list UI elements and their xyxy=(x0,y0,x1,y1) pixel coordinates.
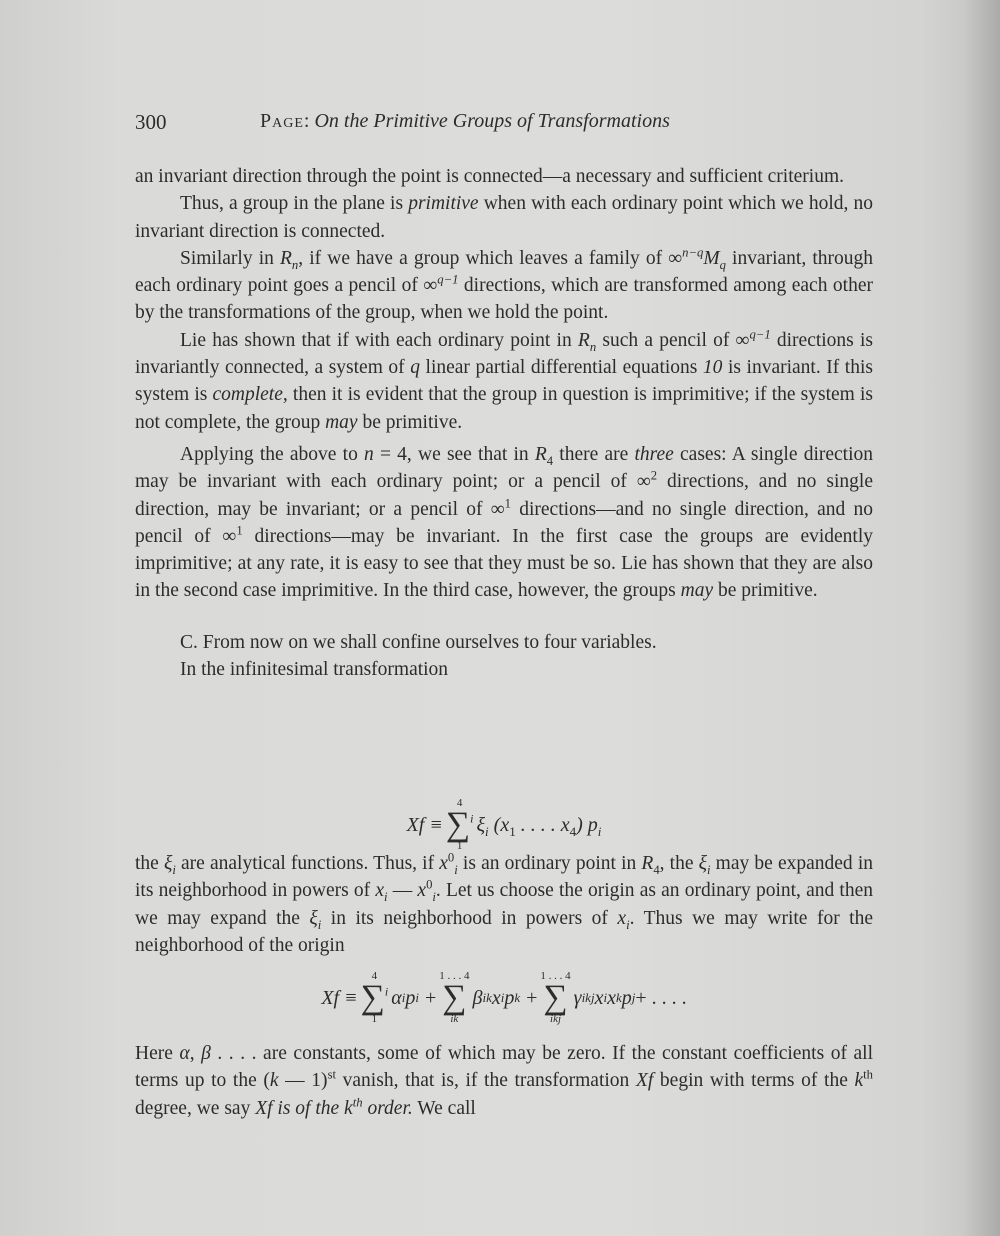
p4-R: R xyxy=(577,329,590,351)
f2-x3: x xyxy=(594,986,604,1009)
p5-R: R xyxy=(534,443,547,465)
binding-shadow xyxy=(962,0,1000,1236)
f2-gamma-sub: ikj xyxy=(581,990,595,1005)
page-number: 300 xyxy=(135,110,167,134)
p6-j: . Thus we may write for the neighborhood of the origin xyxy=(135,907,874,956)
p3-d: directions, which are transformed among each other by the transformations of the group, when we hold the point. xyxy=(135,275,873,324)
f2-beta: β xyxy=(472,986,483,1009)
p6-f: — xyxy=(387,880,418,902)
f1-sum-top: 4 xyxy=(456,797,463,809)
f1-x4-sub: 4 xyxy=(569,823,577,839)
f2-x2-sub: i xyxy=(500,990,505,1005)
p4-n: n xyxy=(589,339,597,354)
p7-Xf: Xf xyxy=(635,1070,654,1092)
p3-q: q xyxy=(719,257,726,272)
running-title xyxy=(260,110,670,133)
p5-exp1: 1 xyxy=(504,496,511,511)
p2-text-a: Thus, a group in the plane is xyxy=(180,193,409,215)
f2-alpha-sub: i xyxy=(401,990,406,1005)
p5-four: 4 xyxy=(546,453,554,468)
f2-s1-bottom: 1 xyxy=(371,1013,378,1025)
f1-lhs: Xf ≡ xyxy=(406,813,443,836)
f2-sum-3 xyxy=(540,971,570,1025)
f1-x1-sub: 1 xyxy=(509,823,516,839)
f1-sum xyxy=(446,798,474,852)
f2-x2: x xyxy=(491,986,501,1009)
f2-tail: + . . . . xyxy=(635,986,687,1009)
p4-may: may xyxy=(325,411,358,433)
p7-alpha: α xyxy=(179,1043,190,1064)
f2-s2-top: 1 . . . 4 xyxy=(439,970,470,982)
running-separator: : xyxy=(303,110,310,132)
p6-c: is an ordinary point in xyxy=(457,853,642,874)
paragraph-6 xyxy=(135,850,873,959)
paragraph-3 xyxy=(135,245,873,327)
p5-b: = 4, we see that in xyxy=(373,443,535,465)
f2-s3-top: 1 . . . 4 xyxy=(540,970,571,982)
p7-st: st xyxy=(327,1067,337,1082)
paragraph-1 xyxy=(135,163,873,190)
p7-Xf2: Xf xyxy=(255,1097,273,1119)
f2-p2-sub: k xyxy=(514,990,521,1005)
p7-th: th xyxy=(863,1067,874,1082)
f2-p3-sub: j xyxy=(631,990,636,1005)
p6-four: 4 xyxy=(653,862,660,877)
sigma-symbol: ∑ xyxy=(543,979,568,1016)
p4-b: such a pencil of ∞ xyxy=(596,329,750,351)
p7-g: degree, we say xyxy=(135,1097,256,1119)
p6-i6: i xyxy=(317,917,322,932)
running-title-text: On the Primitive Groups of Transformations xyxy=(314,110,670,132)
f2-lhs: Xf ≡ xyxy=(321,986,358,1009)
p2-text-b: when with each ordinary point which we hold, no invariant direction is connected. xyxy=(135,193,873,242)
p7-th2: th xyxy=(352,1095,363,1110)
p7-beta: β xyxy=(201,1043,211,1064)
p3-exp2: q−1 xyxy=(437,272,459,287)
p5-three: three xyxy=(634,443,674,465)
p4-d: linear partial differential equations xyxy=(419,357,703,379)
p6-xi2: ξ xyxy=(698,853,707,874)
section-c-line-1: C. From now on we shall confine ourselves to four variables. xyxy=(180,631,657,653)
p4-f: then it is evident that the group in question is imprimitive; if the system is not complete, the group xyxy=(135,384,873,433)
paragraph-2 xyxy=(135,190,873,245)
f2-p1: p xyxy=(405,986,416,1009)
p2-emph: primitive xyxy=(408,193,479,215)
f2-p1-sub: i xyxy=(415,990,419,1005)
p3-n: n xyxy=(291,257,299,272)
p6-d: , the xyxy=(659,853,699,874)
f2-p3: p xyxy=(621,986,632,1009)
p4-a: Lie has shown that if with each ordinary point in xyxy=(180,329,578,351)
p3-a: Similarly in xyxy=(180,247,280,269)
p5-may: may xyxy=(680,580,714,602)
f2-s1-top: 4 xyxy=(371,970,378,982)
p7-d: — 1) xyxy=(278,1070,328,1092)
sigma-symbol: ∑ xyxy=(442,979,467,1016)
running-header xyxy=(135,110,875,142)
p6-x4: x xyxy=(617,907,627,929)
f1-sum-bottom: 1 xyxy=(456,840,463,852)
paragraph-4 xyxy=(135,327,873,436)
paragraph-1-text: an invariant direction through the point is connected—a necessary and sufficient criterium. xyxy=(135,166,844,187)
p5-a: Applying the above to xyxy=(180,443,365,465)
sigma-symbol: ∑$^i$ xyxy=(445,806,474,843)
f2-s2-bottom: ik xyxy=(450,1013,459,1025)
f1-xi-sub: i xyxy=(485,823,489,839)
p7-k2: k xyxy=(854,1070,864,1092)
p5-d: cases: A single direction may be invariant with each ordinary point; or a pencil of ∞ xyxy=(135,443,874,493)
f2-plus-2: + xyxy=(526,986,538,1009)
p5-n: n xyxy=(364,443,374,465)
f2-p2: p xyxy=(504,986,515,1009)
p6-a: the xyxy=(135,853,164,874)
p6-h: in its neighborhood in powers of xyxy=(321,907,618,929)
p7-h: is of the xyxy=(272,1097,345,1119)
p4-q: q xyxy=(410,357,420,379)
p3-R: R xyxy=(280,247,292,269)
p7-e: vanish, that is, if the transformation xyxy=(336,1070,636,1092)
f2-gamma: γ xyxy=(573,986,582,1009)
sigma-symbol: ∑$^i$ xyxy=(360,979,389,1016)
f1-p-sub: i xyxy=(597,823,602,839)
p6-b: are analytical functions. Thus, if xyxy=(175,853,440,874)
p7-a: Here xyxy=(135,1043,180,1064)
p7-c: . . . . are constants, some of which may be zero. If the constant coefficients of all terms up to the ( xyxy=(135,1043,874,1092)
p6-i2: i xyxy=(454,862,458,877)
formula-expansion xyxy=(135,958,873,1038)
p6-g: . Let us choose the origin as an ordinary point, and then we may expand the xyxy=(135,880,873,929)
p3-b: , if we have a group which leaves a family of ∞ xyxy=(298,247,683,269)
paragraph-5 xyxy=(135,441,873,605)
p3-c: invariant, through each ordinary point goes a pencil of ∞ xyxy=(135,247,874,297)
p7-k3: k xyxy=(344,1097,353,1119)
p5-c: there are xyxy=(553,443,635,465)
f2-sum-2 xyxy=(439,971,469,1025)
running-author: Page xyxy=(260,110,304,132)
p7-j: We call xyxy=(412,1097,476,1119)
section-c-line-2: In the infinitesimal transformation xyxy=(180,659,449,681)
f2-alpha: α xyxy=(391,986,402,1009)
p5-g: directions—may be invariant. In the first case the groups are evidently imprimitive; at any rate, it is easy to see that they must be so. Lie has shown that they are also in the second case imprimitive. In the third case, however, the groups xyxy=(135,525,874,602)
p6-e: may be expanded in its neighborhood in powers of xyxy=(135,853,873,902)
p6-R: R xyxy=(641,853,654,874)
f2-plus-1: + xyxy=(424,986,437,1009)
p5-e: directions, and no single direction, may be invariant; or a pencil of ∞ xyxy=(135,471,873,520)
p4-g: be primitive. xyxy=(357,411,463,433)
p6-i: i xyxy=(172,862,176,877)
p6-x3: x xyxy=(417,880,427,902)
p5-exp1b: 1 xyxy=(236,523,243,538)
p3-exp1: n−q xyxy=(682,245,704,260)
f2-x3-sub: i xyxy=(603,990,608,1005)
p6-i7: i xyxy=(626,917,630,932)
f1-args: (x xyxy=(488,813,510,836)
p6-i5: i xyxy=(432,890,436,905)
p7-f: begin with terms of the xyxy=(653,1070,855,1092)
p4-ten: 10 xyxy=(702,357,723,379)
p6-x: x xyxy=(439,853,448,874)
p6-zero: 0 xyxy=(447,850,455,865)
p3-M: M xyxy=(703,247,720,269)
f2-s1-index: i xyxy=(384,984,389,999)
p6-x2: x xyxy=(375,880,385,902)
p4-e: is invariant. If this system is xyxy=(135,357,873,406)
p7-k: k xyxy=(269,1070,279,1092)
p6-i3: i xyxy=(707,862,711,877)
p4-exp: q−1 xyxy=(749,327,771,342)
f1-xi: ξ xyxy=(476,813,486,836)
p5-exp2: 2 xyxy=(650,468,658,483)
p7-b: , xyxy=(189,1043,202,1064)
p6-zero2: 0 xyxy=(426,877,433,892)
p6-i4: i xyxy=(384,890,388,905)
p4-complete: complete, xyxy=(212,384,288,406)
f2-x3k-sub: k xyxy=(615,990,622,1005)
p5-f: directions—and no single direction, and no pencil of ∞ xyxy=(135,498,874,547)
body-text-upper xyxy=(135,163,873,683)
f2-x3k: x xyxy=(607,986,616,1009)
p5-h: be primitive. xyxy=(713,580,818,602)
f1-sum-index: i xyxy=(470,811,474,826)
f2-sum-1 xyxy=(361,971,389,1025)
f1-close: ) p xyxy=(576,813,598,836)
f1-body xyxy=(476,814,601,837)
body-text-lower xyxy=(135,1040,873,1122)
body-text-middle xyxy=(135,850,873,959)
p6-xi3: ξ xyxy=(309,907,318,929)
f1-dots: . . . . x xyxy=(515,813,570,836)
p6-xi: ξ xyxy=(163,853,173,874)
p7-order: order. xyxy=(362,1097,413,1119)
p4-c: directions is invariantly connected, a system of xyxy=(135,329,873,379)
paragraph-7 xyxy=(135,1040,873,1122)
f2-beta-sub: ik xyxy=(482,990,492,1005)
f2-s3-bottom: ikj xyxy=(550,1013,562,1025)
